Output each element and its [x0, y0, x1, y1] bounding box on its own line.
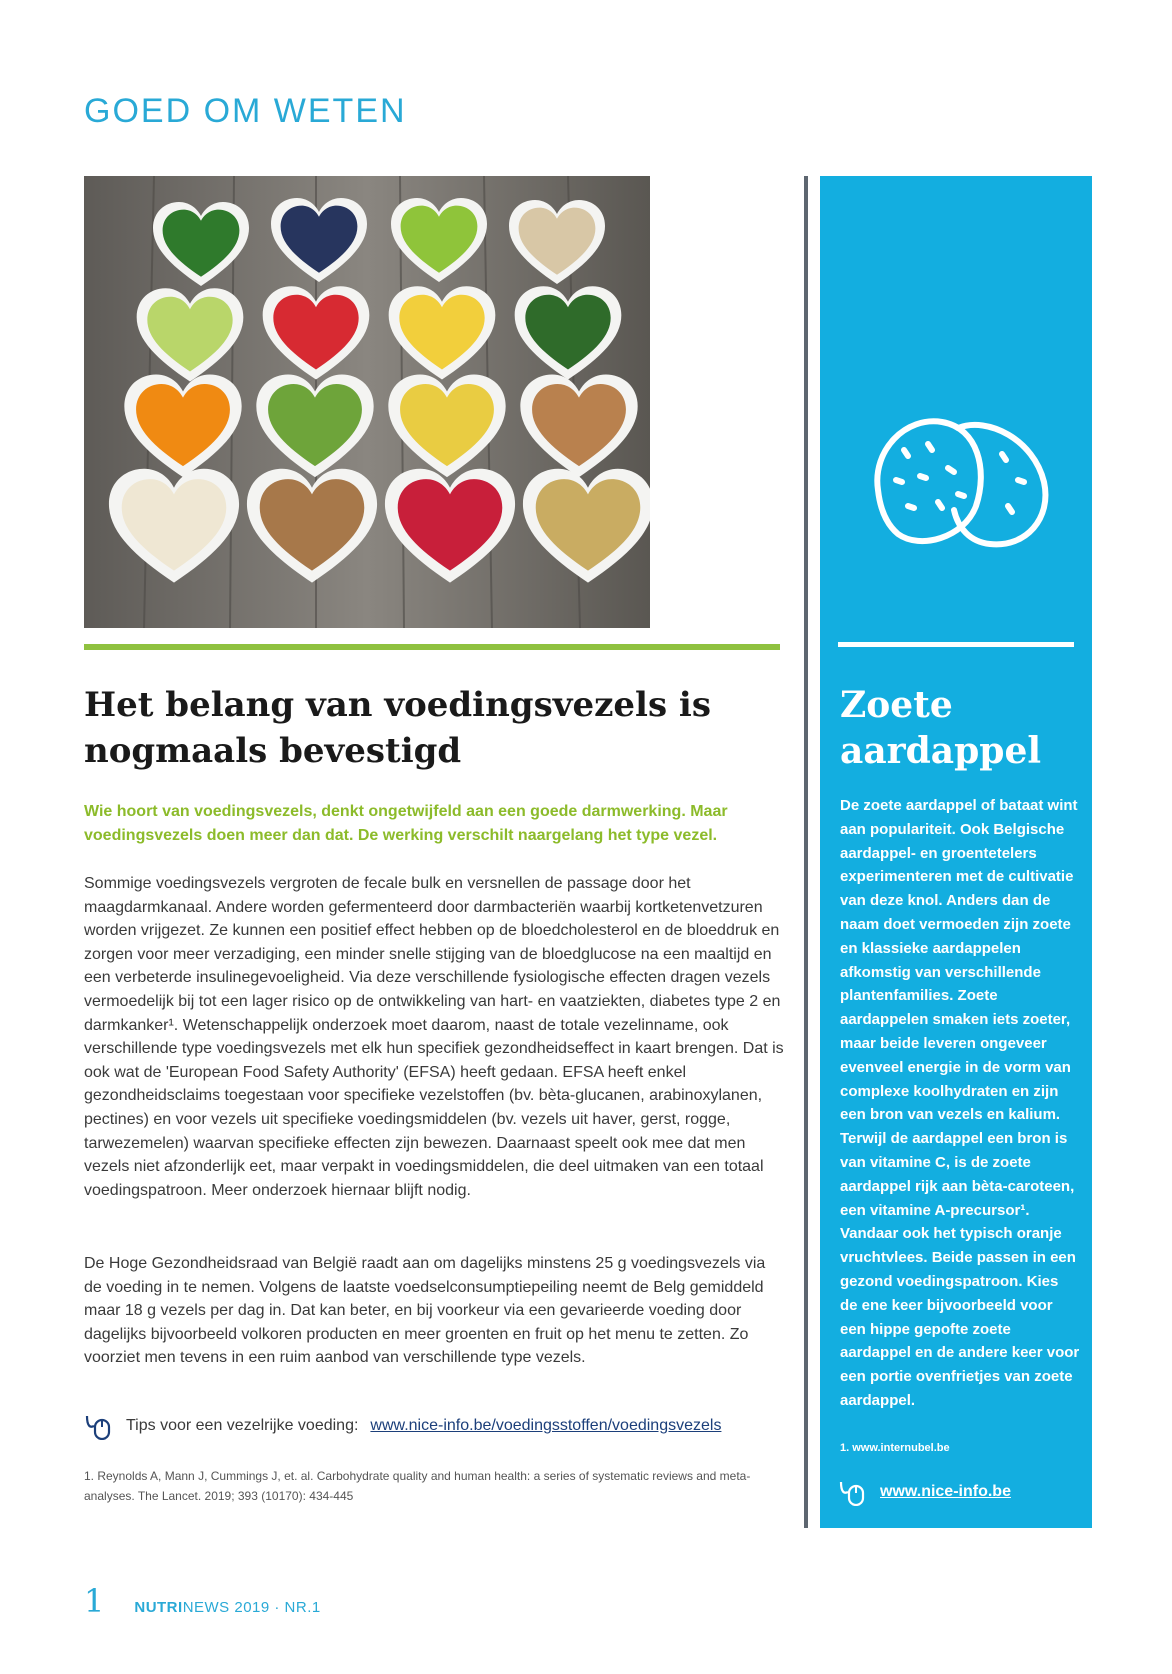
- heart-bowls-photo: [84, 176, 650, 628]
- mouse-icon: [84, 1412, 120, 1440]
- article-lead: Wie hoort van voedingsvezels, denkt ongetwijfeld aan een goede darmwerking. Maar voedingsvezels doen meer dan dat. De werking verschilt naargelang het type vezel.: [84, 803, 728, 844]
- article-headline: Het belang van voedingsvezels is nogmaals bevestigd: [84, 685, 711, 771]
- tips-text: Tips voor een vezelrijke voeding:: [126, 1417, 359, 1434]
- mouse-icon: [838, 1478, 874, 1506]
- sidebar-link-line: [838, 1478, 1078, 1506]
- tips-line: [84, 1412, 784, 1440]
- sidebar-link[interactable]: www.nice-info.be: [880, 1483, 1011, 1500]
- green-divider: [84, 644, 780, 650]
- article-footnote: 1. Reynolds A, Mann J, Cummings J, et. al. Carbohydrate quality and human health: a series of systematic reviews and meta-analyses. The Lancet. 2019; 393 (10170): 434-445: [84, 1469, 751, 1503]
- sweet-potato-icon: [858, 410, 1054, 552]
- tips-link[interactable]: www.nice-info.be/voedingsstoffen/voedingsvezels: [370, 1417, 722, 1434]
- sidebar-title: Zoete aardappel: [840, 684, 1042, 772]
- sidebar-divider: [838, 642, 1074, 647]
- sidebar-text: De zoete aardappel of bataat wint aan populariteit. Ook Belgische aardappel- en groentetelers experimenteren met de cultivatie van deze knol. Anders dan de naam doet vermoeden zijn zoete en klassieke aardappelen afkomstig van verschillende plantenfamilies. Zoete aardappelen smaken iets zoeter, maar beide leveren ongeveer evenveel energie in de vorm van complexe koolhydraten en zijn een bron van vezels en kalium. Terwijl de aardappel een bron is van vitamine C, is de zoete aardappel rijk aan bèta-caroteen, een vitamine A-precursor¹. Vandaar ook het typisch oranje vruchtvlees. Beide passen in een gezond voedingspatroon. Kies de ene keer bijvoorbeeld voor een hippe gepofte zoete aardappel en de andere keer voor een portie ovenfrietjes van zoete aardappel.: [840, 797, 1080, 1409]
- page-footer: [84, 1582, 321, 1620]
- article-paragraph-1: Sommige voedingsvezels vergroten de fecale bulk en versnellen de passage door het maagdarmkanaal. Andere worden gefermenteerd door darmbacteriën waarbij kortketenvetzuren worden vrijgezet. Ze kunnen een positief effect hebben op de bloedcholesterol en de bloeddruk en zorgen voor meer verzadiging, een minder snelle stijging van de bloedglucose na een maaltijd en een verbeterde insulinegevoeligheid. Via deze verschillende fysiologische effecten dragen vezels vermoedelijk bij tot een lager risico op de ontwikkeling van hart- en vaatziekten, diabetes type 2 en darmkanker¹. Wetenschappelijk onderzoek moet daarom, naast de totale vezelinname, ook verschillende type voedingsvezels met elk hun specifiek gezondheidseffect in kaart brengen. Dat is ook wat de 'European Food Safety Authority' (EFSA) heeft gedaan. EFSA heeft enkel gezondheidsclaims toegestaan voor specifieke vezelstoffen (bv. bèta-glucanen, arabinoxylanen, pectines) en voor vezels uit specifieke voedingsmiddelen (bv. vezels uit haver, gerst, rogge, tarwezemelen) waarvan specifieke effecten zijn bewezen. Daarnaast speelt ook mee dat men vezels niet afzonderlijk eet, maar verpakt in voedingsmiddelen, die deel uitmaken van een totaal voedingspatroon. Meer onderzoek hiernaar blijft nodig.: [84, 875, 784, 1199]
- sidebar-box: [820, 176, 1092, 1528]
- section-label: GOED OM WETEN: [84, 92, 407, 130]
- magazine-name-bold: NUTRI: [134, 1599, 183, 1616]
- magazine-issue: NEWS 2019 · NR.1: [182, 1599, 321, 1616]
- sidebar-footnote: 1. www.internubel.be: [840, 1442, 950, 1454]
- magazine-name: [134, 1599, 320, 1616]
- article-paragraph-2: De Hoge Gezondheidsraad van België raadt aan om dagelijks minstens 25 g voedingsvezels via de voeding in te nemen. Volgens de laatste voedselconsumptiepeiling neemt de Belg gemiddeld maar 18 g vezels per dag in. Dat kan beter, en bij voorkeur via een gevarieerde voeding door dagelijks bijvoorbeeld volkoren producten en meer groenten en fruit op het menu te zetten. Zo voorziet men tevens in een ruim aanbod van verschillende type vezels.: [84, 1255, 766, 1367]
- page-number: 1: [84, 1582, 105, 1620]
- column-divider: [804, 176, 808, 1528]
